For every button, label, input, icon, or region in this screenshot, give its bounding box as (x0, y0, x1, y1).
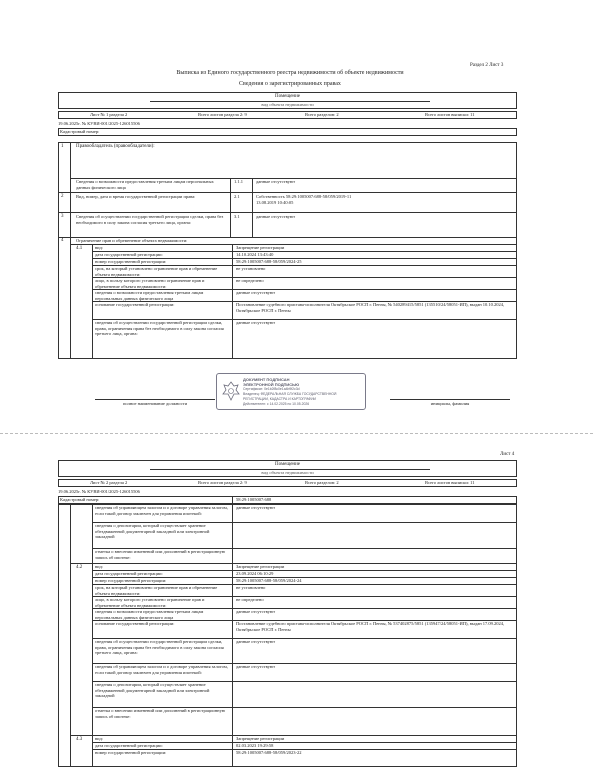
item-value: данные отсутствуют (236, 609, 276, 614)
item-value: Запрещение регистрации (236, 736, 285, 741)
row-3-subnumber: 3.1 (234, 214, 240, 219)
item-value: Постановление судебного пристава-исполнителя Октябрьское РОСП г. Пензы, № 540289415/5851 (135510/24/58051-ИП), выдан 10.10.2024, Октябрьское РОСП г. Пензы (236, 302, 505, 313)
cadastral-label-2: Кадастровый номер: (60, 497, 100, 502)
stamp-line: ЭЛЕКТРОННОЙ ПОДПИСЬЮ (243, 382, 300, 387)
row-2-number: 2 (61, 194, 64, 199)
row-1-1-value: данные отсутствуют (256, 179, 296, 184)
item-value: не установлено (236, 266, 266, 271)
sheets-in-section-2: Всего листов раздела 2: 9 (198, 480, 247, 485)
cadastral-row-2 (58, 496, 517, 504)
row-2-label: Вид, номер, дата и время государственной регистрации права: (76, 194, 196, 199)
emblem-icon (222, 380, 240, 402)
cadastral-value-2: 58:29:1005007:688 (236, 497, 272, 502)
stamp-text (243, 377, 363, 407)
item-key: дата государственной регистрации: (95, 252, 163, 257)
item-value: 58:29:1005007:688-58/059/2024-25 (236, 259, 302, 264)
row-2-value: Собственность 58:29:1005007:688-58/059/2019-11 13.08.2019 10:40:05 (256, 194, 352, 205)
row-4-label: Ограничение прав и обременение объекта недвижимости: (76, 238, 188, 243)
row-2-subnumber: 2.1 (234, 194, 240, 199)
sheet-number: Лист № 1 раздела 2 (90, 112, 128, 117)
item-key: отметка о внесении изменений или дополнений в регистрационную запись об ипотеке: (95, 549, 226, 560)
item-value: 02.03.2023 19:29:58 (236, 743, 274, 748)
item-key: основание государственной регистрации: (95, 621, 175, 626)
row-1-1-number: 1.1.1 (234, 179, 243, 184)
item-value: не определено (236, 278, 264, 283)
object-type-caption-2: вид объекта недвижимости (261, 470, 314, 475)
row-3-value: данные отсутствуют (256, 214, 296, 219)
object-type-2: Помещение (274, 462, 301, 467)
item-key: вид: (95, 736, 104, 741)
item-value: Запрещение регистрации (236, 245, 285, 250)
item-key: дата государственной регистрации: (95, 571, 163, 576)
item-key: номер государственной регистрации: (95, 750, 167, 755)
electronic-signature-stamp (216, 373, 366, 410)
item-key: основание государственной регистрации: (95, 302, 175, 307)
item-value: 58:29:1005007:688-58/059/2023-22 (236, 750, 302, 755)
sheets-total-2: Всего листов выписки: 11 (425, 480, 475, 485)
item-key: вид: (95, 245, 104, 250)
rights-table-2 (58, 504, 517, 767)
item-key: сведения о возможности предоставления третьим лицам персональных данных физического лица (95, 290, 204, 301)
item-value: 14.10.2024 13:43:40 (236, 252, 274, 257)
sheet-number-2: Лист № 2 раздела 2 (90, 480, 128, 485)
document-title: Выписка из Единого государственного реестра недвижимости об объекте недвижимости (176, 70, 404, 76)
item-value: 58:29:1005007:688-58/059/2024-24 (236, 578, 302, 583)
sections-total: Всего разделов: 2 (305, 112, 339, 117)
item-value: данные отсутствуют (236, 505, 276, 510)
stamp-line: Действителен: с 14.02.2025 по 10.05.2026 (243, 402, 310, 406)
signature-position-caption: полное наименование должности (123, 401, 187, 406)
item-value: данные отсутствуют (236, 639, 276, 644)
stamp-line: РЕГИСТРАЦИИ, КАДАСТРА И КАРТОГРАФИИ (243, 397, 316, 401)
cadastral-label: Кадастровый номер: (60, 129, 100, 134)
object-type: Помещение (274, 94, 301, 99)
item-key: дата государственной регистрации: (95, 743, 163, 748)
document-subtitle: Сведения о зарегистрированных правах (239, 81, 341, 87)
extract-date-number-2: 19.06.2025г. № КУВИ-001/2025-126015506 (58, 489, 140, 494)
item-key: сведения об осуществлении государственной регистрации сделки, права, ограничения права без необходимого в силу закона согласия третьего лица, органа: (95, 320, 224, 336)
cadastral-row (58, 128, 517, 136)
sheets-total: Всего листов выписки: 11 (425, 112, 475, 117)
extract-date-number: 19.06.2025г. № КУВИ-001/2025-126015506 (58, 121, 140, 126)
signature-name-caption: инициалы, фамилия (430, 401, 470, 406)
item-value: не определено (236, 597, 264, 602)
sections-total-2: Всего разделов: 2 (305, 480, 339, 485)
row-3-number: 3 (61, 214, 64, 219)
item-key: срок, на который установлено ограничение прав и обременение объекта недвижимости: (95, 266, 218, 277)
row-3-label: Сведения об осуществлении государственной регистрации сделки, права без необходимого в силу закона согласия третьего лица, органа: (76, 214, 224, 225)
stamp-line: Сертификат: 0e1b2f8c0e1a4b9f2c3d (243, 387, 300, 391)
row-4-1-number: 4.1 (76, 246, 83, 251)
item-key: сведения о депозитарии, который осуществляет хранение обездвиженной документарной закладной или электронной закладной (95, 682, 210, 698)
item-value: данные отсутствуют (236, 290, 276, 295)
row-4-number: 4 (61, 238, 64, 243)
item-value: не установлено (236, 585, 266, 590)
item-value: Запрещение регистрации (236, 564, 285, 569)
item-value: Постановление судебного пристава-исполнителя Октябрьское РОСП г. Пензы, № 537402875/5851 (135947/24/58051-ИП), выдан 17.09.2024, Октябрьское РОСП г. Пензы (236, 621, 505, 632)
item-value: данные отсутствуют (236, 664, 276, 669)
row-4-2-number: 4.2 (76, 565, 83, 570)
item-key: отметка о внесении изменений или дополнений в регистрационную запись об ипотеке: (95, 708, 226, 719)
item-key: номер государственной регистрации: (95, 259, 167, 264)
row-1-1-label: Сведения о возможности предоставления третьим лицам персональных данных физического лица (76, 179, 214, 190)
item-key: номер государственной регистрации: (95, 578, 167, 583)
item-key: срок, на который установлено ограничение прав и обременение объекта недвижимости: (95, 585, 218, 596)
row-1-label: Правообладатель (правообладатели): (76, 144, 155, 149)
sheet-reference: Раздел 2 Лист 3 (470, 63, 504, 68)
row-1-number: 1 (61, 144, 64, 149)
item-key: лицо, в пользу которого установлено ограничение прав и обременение объекта недвижимости: (95, 278, 205, 289)
sheet-reference-2: Лист 4 (500, 452, 515, 457)
sheets-in-section: Всего листов раздела 2: 9 (198, 112, 247, 117)
item-key: сведения об управляющем залогом и о договоре управления залогом, если такой договор заключен для управления ипотекой: (95, 664, 228, 675)
item-key: сведения об осуществлении государственной регистрации сделки, права, ограничения права без необходимого в силу закона согласия третьего лица, органа: (95, 639, 224, 655)
item-key: сведения о депозитарии, который осуществляет хранение обездвиженной документарной закладной или электронной закладной (95, 523, 210, 539)
item-key: сведения о возможности предоставления третьим лицам персональных данных физического лица (95, 609, 204, 620)
row-4-3-number: 4.3 (76, 737, 83, 742)
item-key: сведения об управляющем залогом и о договоре управления залогом, если такой договор заключен для управления ипотекой: (95, 505, 228, 516)
stamp-line: Владелец: ФЕДЕРАЛЬНАЯ СЛУЖБА ГОСУДАРСТВЕННОЙ (243, 392, 337, 396)
item-key: лицо, в пользу которого установлено ограничение прав и обременение объекта недвижимости: (95, 597, 205, 608)
stamp-line: ДОКУМЕНТ ПОДПИСАН (243, 377, 290, 382)
object-type-caption: вид объекта недвижимости (261, 102, 314, 107)
item-value: 23.09.2024 06:10:29 (236, 571, 274, 576)
item-key: вид: (95, 564, 104, 569)
item-value: данные отсутствуют (236, 320, 276, 325)
